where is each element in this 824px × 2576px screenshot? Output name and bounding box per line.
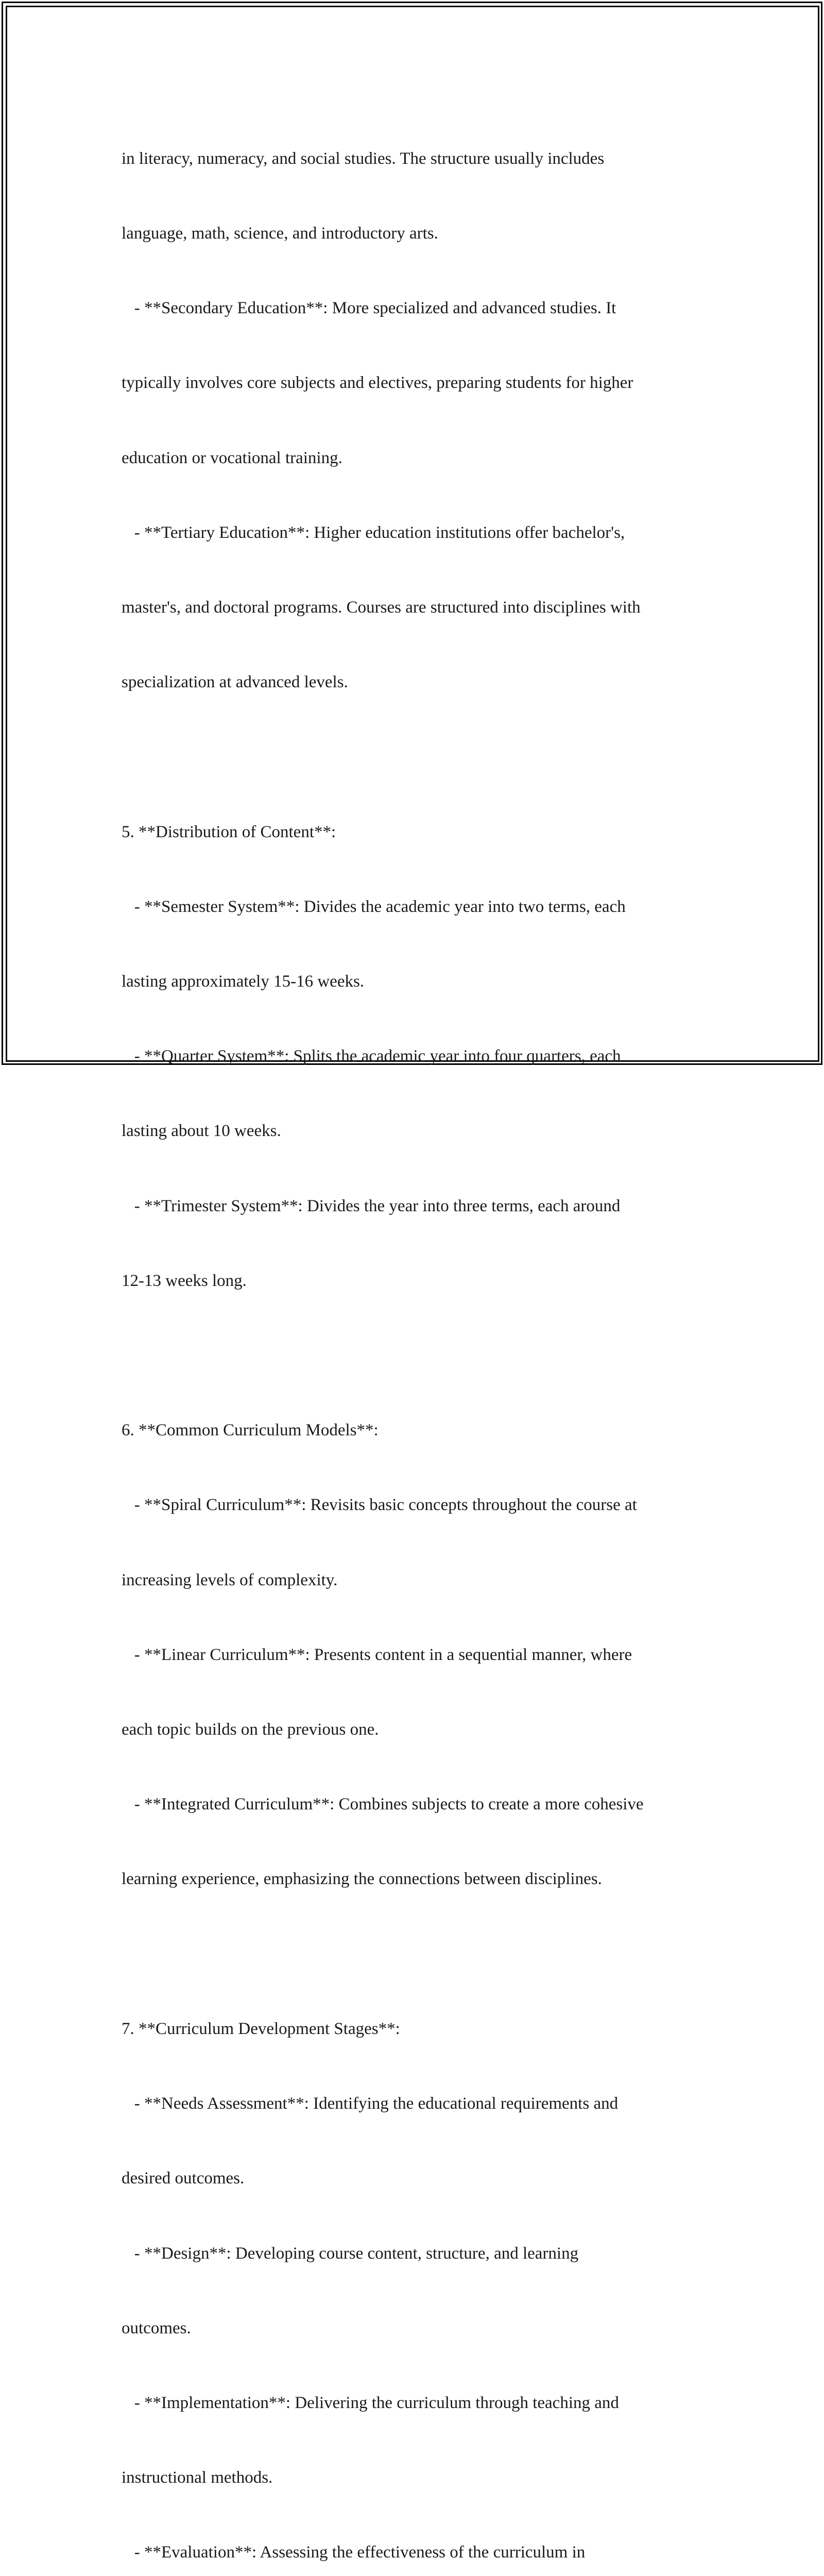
section-heading: 5. **Distribution of Content**:	[122, 822, 336, 841]
text-line: 12-13 weeks long.	[122, 1271, 247, 1290]
text-line: lasting approximately 15-16 weeks.	[122, 972, 365, 991]
text-line: increasing levels of complexity.	[122, 1570, 338, 1589]
text-line: typically involves core subjects and electives, preparing students for higher	[122, 374, 633, 393]
text-line: - **Tertiary Education**: Higher education institutions offer bachelor's,	[122, 523, 625, 542]
text-line: - **Needs Assessment**: Identifying the educational requirements and	[122, 2094, 619, 2113]
text-line: learning experience, emphasizing the connections between disciplines.	[122, 1870, 602, 1889]
text-line: outcomes.	[122, 2318, 191, 2337]
section-heading: 6. **Common Curriculum Models**:	[122, 1421, 379, 1440]
text-line: language, math, science, and introductory arts.	[122, 224, 438, 243]
text-line: instructional methods.	[122, 2468, 273, 2487]
text-line: education or vocational training.	[122, 448, 342, 467]
text-line: - **Spiral Curriculum**: Revisits basic concepts throughout the course at	[122, 1496, 637, 1515]
text-line: lasting about 10 weeks.	[122, 1122, 281, 1141]
text-line: - **Integrated Curriculum**: Combines subjects to create a more cohesive	[122, 1795, 644, 1814]
document-body	[122, 96, 719, 2576]
text-line: each topic builds on the previous one.	[122, 1720, 379, 1739]
blank-line	[122, 744, 719, 769]
section-heading: 7. **Curriculum Development Stages**:	[122, 2019, 400, 2038]
text-line: - **Secondary Education**: More specialized and advanced studies. It	[122, 299, 616, 318]
text-line: - **Semester System**: Divides the academic year into two terms, each	[122, 897, 626, 916]
text-line: - **Quarter System**: Splits the academic year into four quarters, each	[122, 1047, 621, 1066]
blank-line	[122, 1942, 719, 1967]
text-line: specialization at advanced levels.	[122, 673, 348, 692]
text-line: - **Design**: Developing course content, structure, and learning	[122, 2244, 579, 2263]
text-line: desired outcomes.	[122, 2169, 245, 2188]
text-line: - **Implementation**: Delivering the curriculum through teaching and	[122, 2393, 619, 2412]
text-line: in literacy, numeracy, and social studies. The structure usually includes	[122, 149, 605, 168]
text-line: - **Linear Curriculum**: Presents content in a sequential manner, where	[122, 1645, 632, 1664]
blank-line	[122, 1343, 719, 1368]
text-line: - **Trimester System**: Divides the year into three terms, each around	[122, 1196, 621, 1215]
text-line: - **Evaluation**: Assessing the effectiveness of the curriculum in	[122, 2543, 586, 2562]
text-line: master's, and doctoral programs. Courses are structured into disciplines with	[122, 598, 641, 617]
